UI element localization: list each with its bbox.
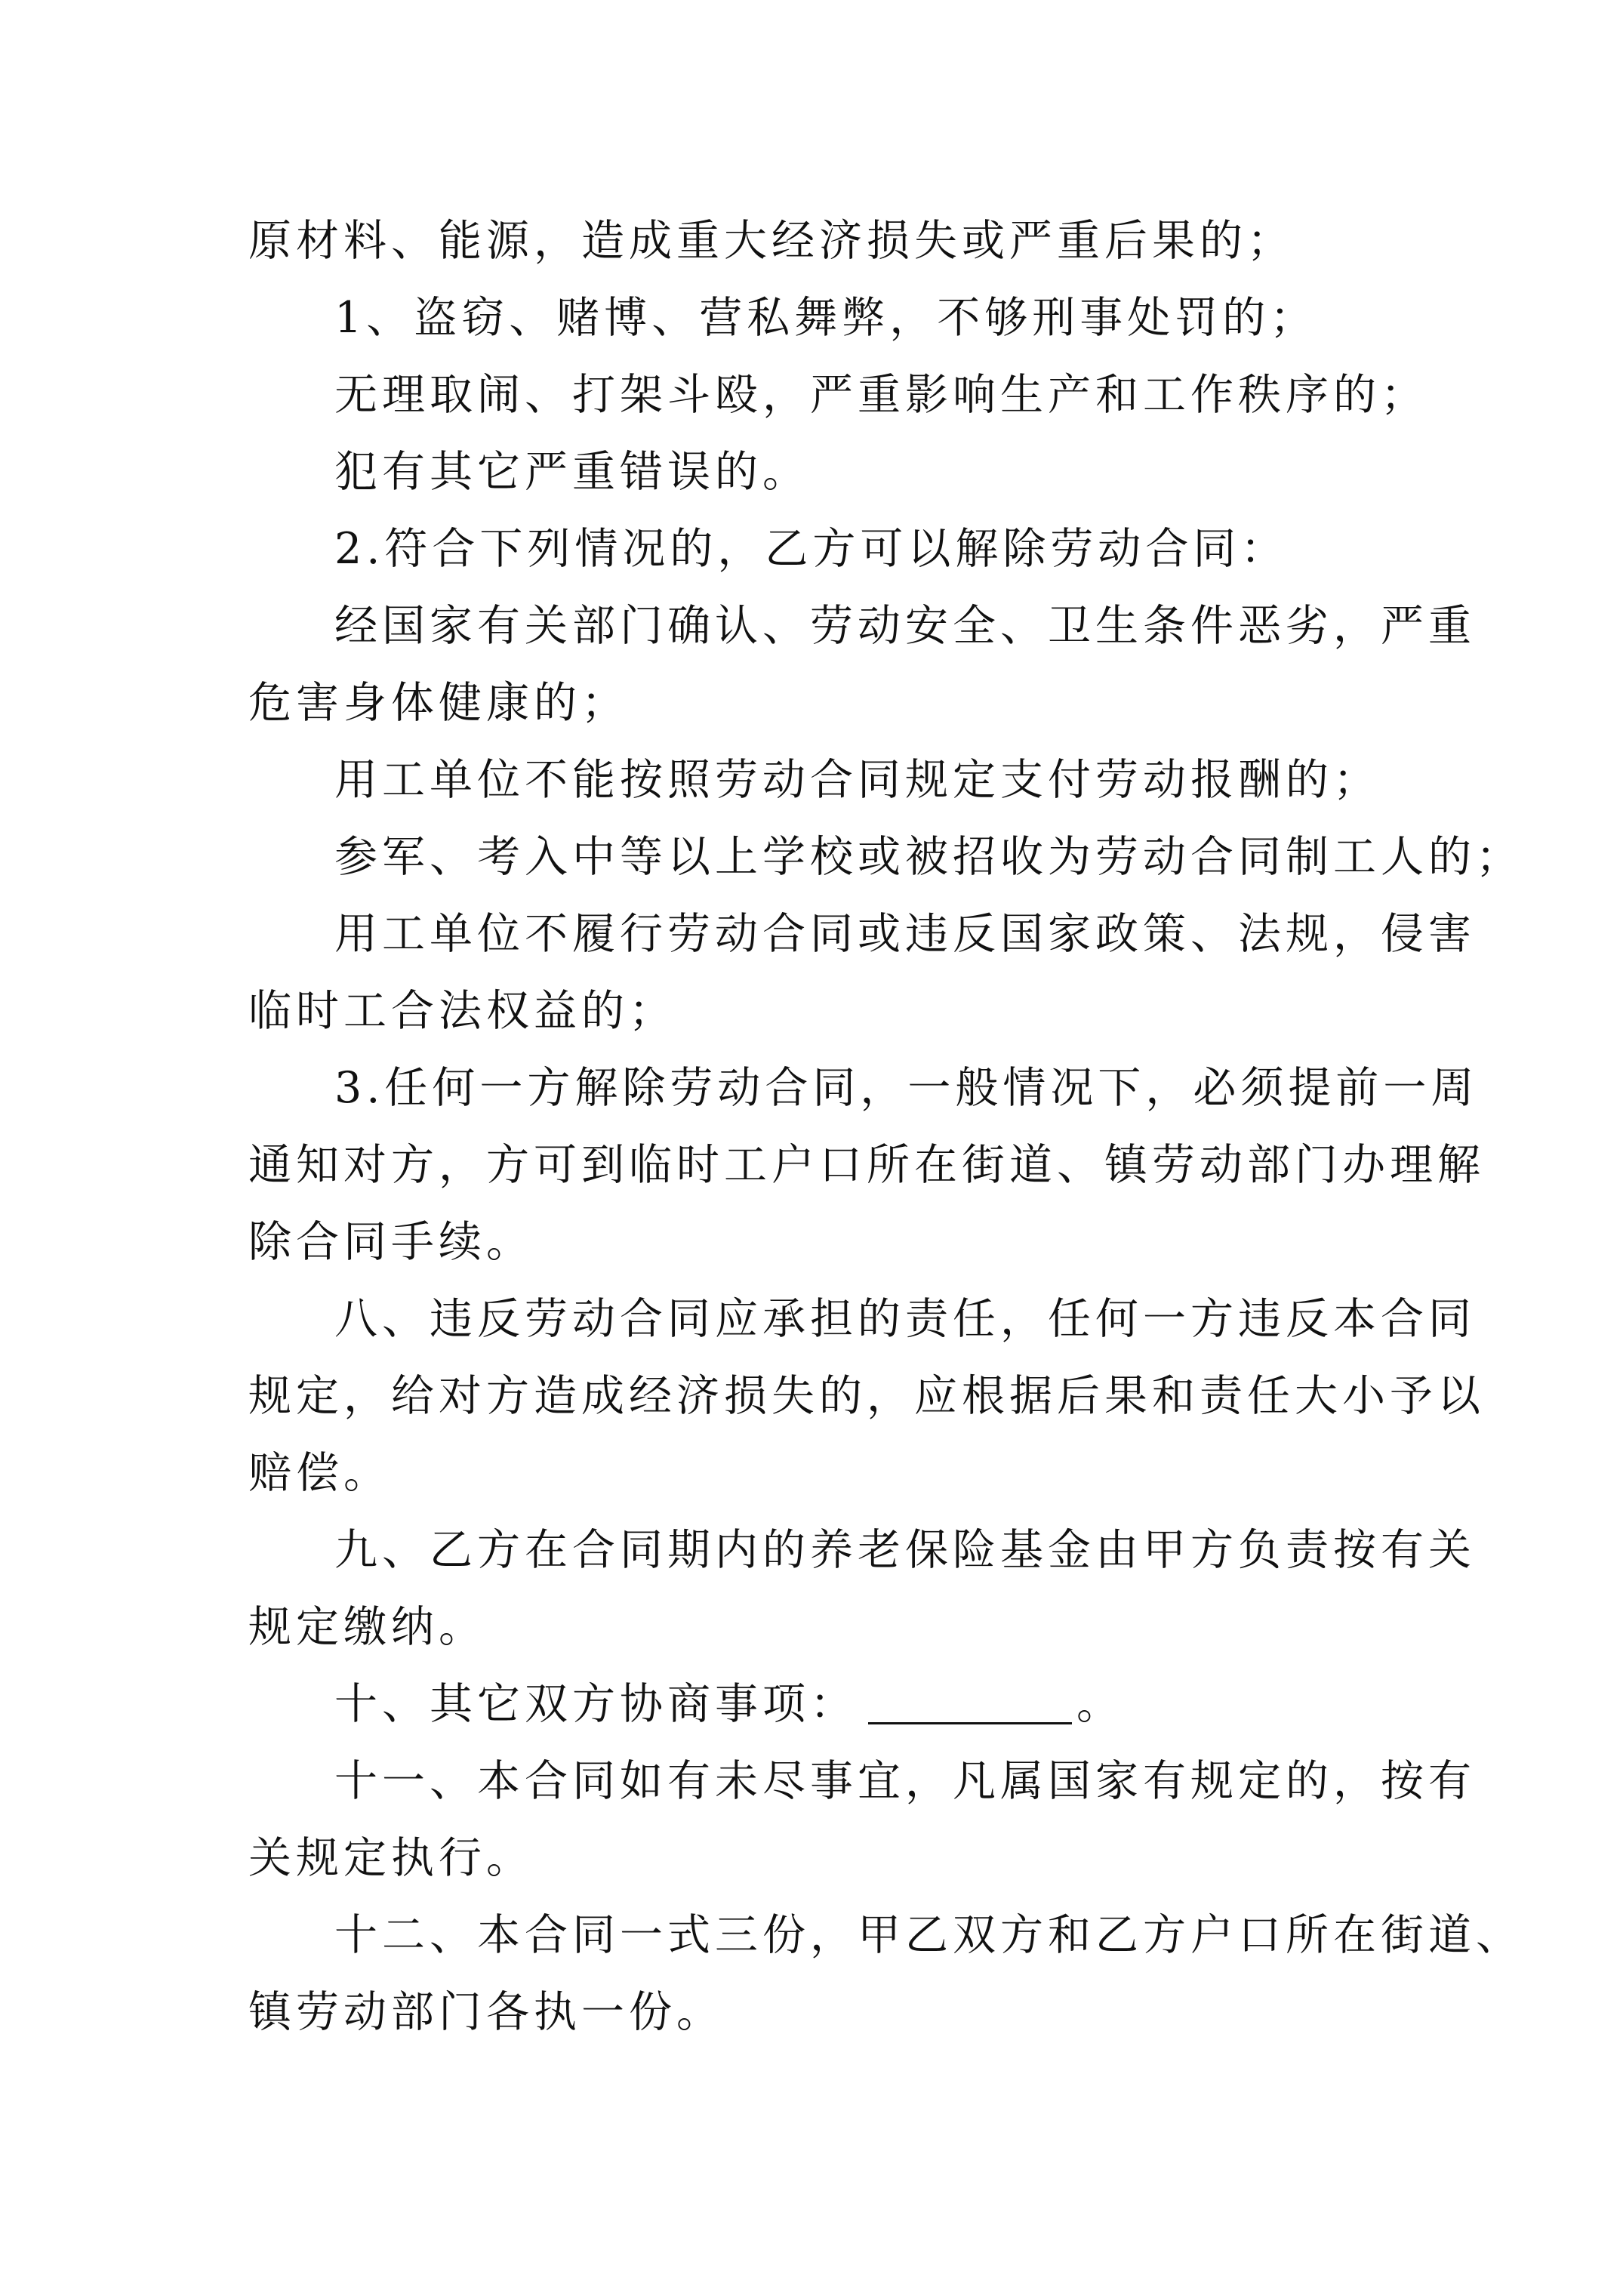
text-line: 赔偿。 <box>248 1448 391 1498</box>
text-line: 1、盗窃、赌博、营私舞弊，不够刑事处罚的； <box>334 293 1318 343</box>
text-line-with-blank <box>248 1666 1388 1743</box>
text-line: 用工单位不能按照劳动合同规定支付劳动报酬的； <box>334 755 1381 805</box>
text-line: 通知对方，方可到临时工户口所在街道、镇劳动部门办理解 <box>248 1140 1485 1190</box>
text-line: 八、违反劳动合同应承担的责任，任何一方违反本合同 <box>334 1294 1476 1344</box>
text-line: 十二、本合同一式三份，甲乙双方和乙方户口所在街道、 <box>334 1910 1523 1960</box>
text-line: 规定缴纳。 <box>248 1602 486 1652</box>
text-line: 经国家有关部门确认、劳动安全、卫生条件恶劣，严重 <box>334 601 1476 651</box>
document-body <box>248 202 1523 2051</box>
text-line: 用工单位不履行劳动合同或违反国家政策、法规，侵害 <box>334 909 1476 959</box>
text-line: 危害身体健康的； <box>248 678 629 728</box>
text-line: 关规定执行。 <box>248 1833 534 1883</box>
text-line: 临时工合法权益的； <box>248 986 676 1036</box>
text-line: 参军、考入中等以上学校或被招收为劳动合同制工人的； <box>334 832 1523 882</box>
text-line: 镇劳动部门各执一份。 <box>248 1987 724 2037</box>
text-line: 九、乙方在合同期内的养老保险基金由甲方负责按有关 <box>334 1525 1476 1575</box>
clause-ten-label: 十、其它双方协商事项： <box>334 1679 858 1729</box>
text-line: 规定，给对方造成经济损失的，应根据后果和责任大小予以 <box>248 1371 1485 1421</box>
fill-in-blank[interactable] <box>868 1677 1072 1724</box>
text-line: 2.符合下列情况的，乙方可以解除劳动合同： <box>334 524 1289 574</box>
text-line: 3.任何一方解除劳动合同，一般情况下，必须提前一周 <box>334 1063 1479 1113</box>
text-line: 十一、本合同如有未尽事宜，凡属国家有规定的，按有 <box>334 1756 1476 1806</box>
clause-ten-end: 。 <box>1076 1679 1124 1729</box>
text-line: 原材料、能源，造成重大经济损失或严重后果的； <box>248 216 1295 266</box>
text-line: 除合同手续。 <box>248 1217 534 1267</box>
text-line: 犯有其它严重错误的。 <box>334 447 810 497</box>
text-line: 无理取闹、打架斗殴，严重影响生产和工作秩序的； <box>334 370 1428 420</box>
